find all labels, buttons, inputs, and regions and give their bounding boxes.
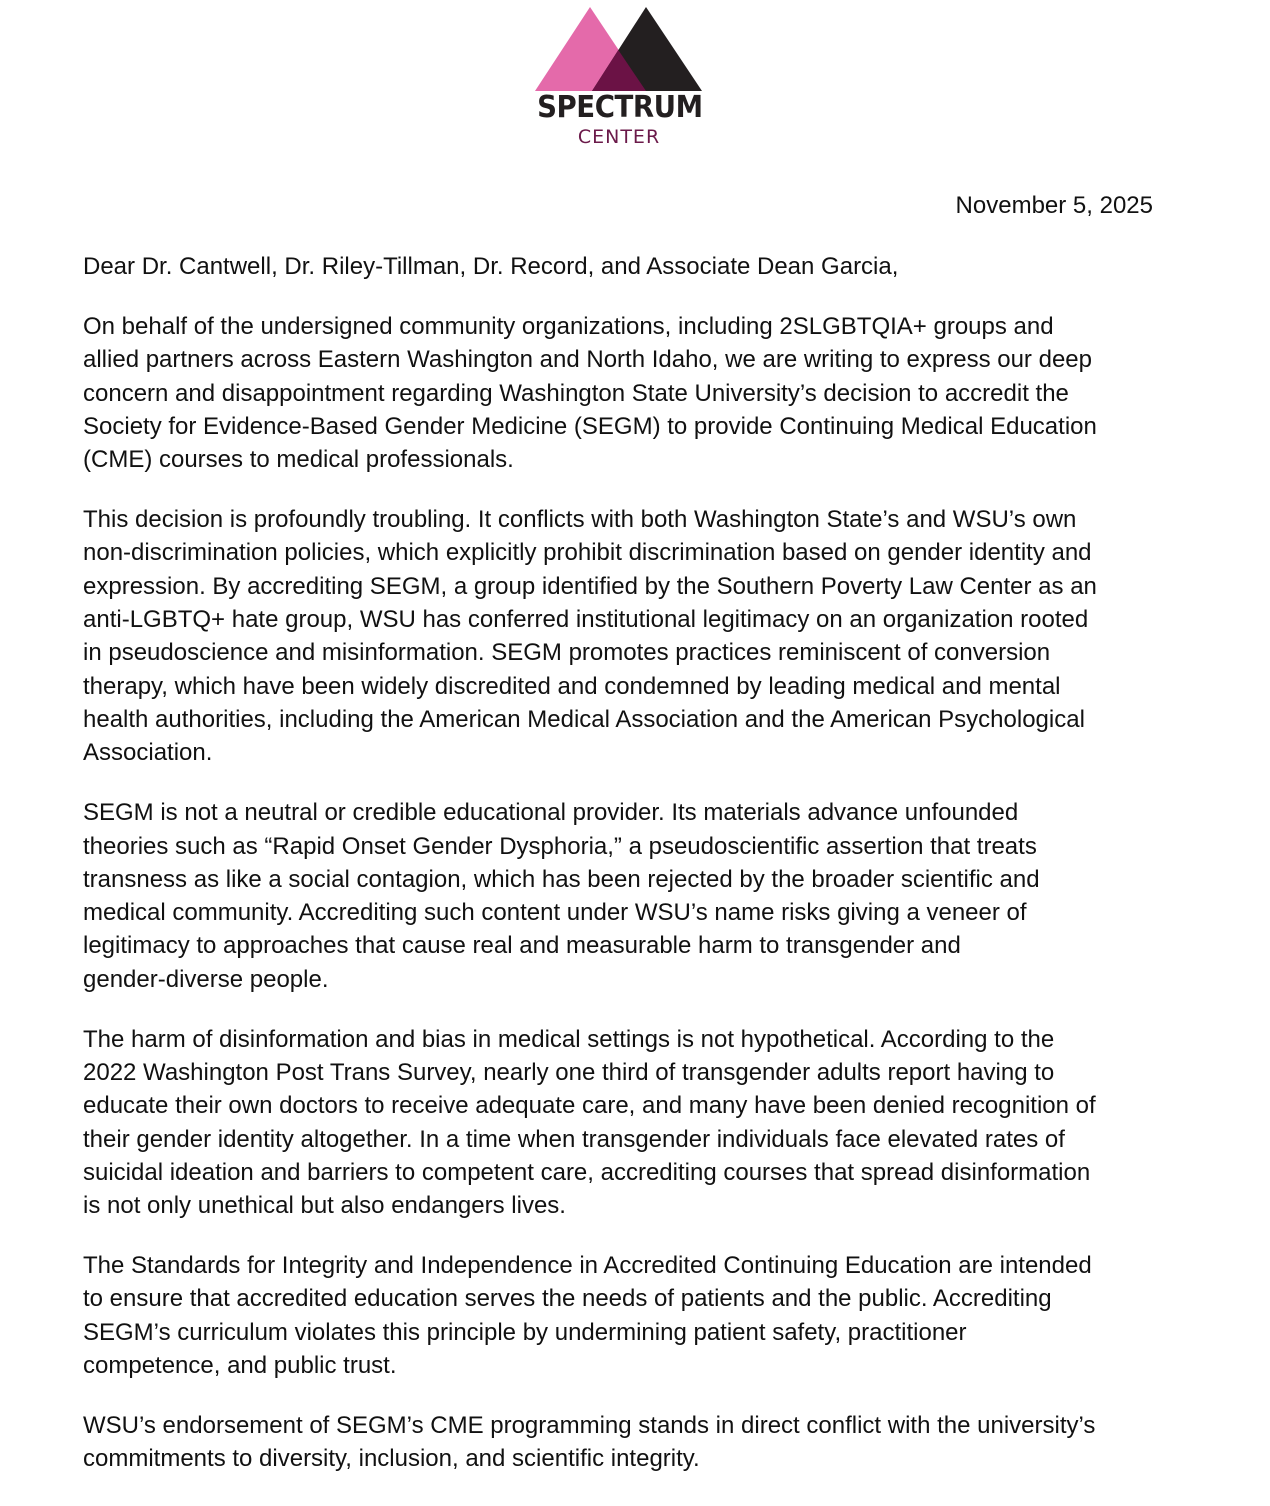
text-line: This decision is profoundly troubling. It conflicts with both Washington State’s and WSU’s own <box>83 506 1077 534</box>
text-line: On behalf of the undersigned community organizations, including 2SLGBTQIA+ groups and <box>83 312 1054 340</box>
text-line: allied partners across Eastern Washington and North Idaho, we are writing to express our deep <box>83 346 1092 374</box>
logo-title: SPECTRUM <box>537 90 703 125</box>
text-line: WSU’s endorsement of SEGM’s CME programming stands in direct conflict with the university’s <box>83 1412 1096 1440</box>
text-line: medical community. Accrediting such content under WSU’s name risks giving a veneer of <box>83 899 1027 927</box>
text-line: their gender identity altogether. In a time when transgender individuals face elevated rates of <box>83 1125 1065 1153</box>
body-paragraph <box>83 503 1203 769</box>
text-line: in pseudoscience and misinformation. SEGM promotes practices reminiscent of conversion <box>83 639 1051 667</box>
text-line: gender-diverse people. <box>83 965 329 993</box>
text-line: SEGM is not a neutral or credible educational provider. Its materials advance unfounded <box>83 799 1019 827</box>
salutation: Dear Dr. Cantwell, Dr. Riley-Tillman, Dr. Record, and Associate Dean Garcia, <box>83 253 899 280</box>
body-paragraph <box>83 310 1203 476</box>
text-line: Association. <box>83 739 213 767</box>
body-paragraph <box>83 1409 1203 1476</box>
text-line: suicidal ideation and barriers to competent care, accrediting courses that spread disinformation <box>83 1158 1091 1186</box>
text-line: therapy, which have been widely discredited and condemned by leading medical and mental <box>83 672 1061 700</box>
text-line: expression. By accrediting SEGM, a group identified by the Southern Poverty Law Center as an <box>83 572 1097 600</box>
body-paragraph <box>83 1249 1203 1382</box>
text-line: commitments to diversity, inclusion, and scientific integrity. <box>83 1445 700 1473</box>
text-line: anti-LGBTQ+ hate group, WSU has conferred institutional legitimacy on an organization rooted <box>83 606 1089 634</box>
text-line: The harm of disinformation and bias in medical settings is not hypothetical. According to the <box>83 1025 1055 1053</box>
text-line: non-discrimination policies, which explicitly prohibit discrimination based on gender identity and <box>83 539 1092 567</box>
text-line: concern and disappointment regarding Washington State University’s decision to accredit the <box>83 379 1069 407</box>
body-paragraph <box>83 796 1203 996</box>
text-line: health authorities, including the American Medical Association and the American Psychological <box>83 705 1085 733</box>
text-line: transness as like a social contagion, which has been rejected by the broader scientific and <box>83 865 1040 893</box>
text-line: legitimacy to approaches that cause real and measurable harm to transgender and <box>83 932 961 960</box>
text-line: to ensure that accredited education serves the needs of patients and the public. Accrediting <box>83 1285 1052 1313</box>
logo-subtitle: CENTER <box>577 126 661 148</box>
spectrum-center-logo <box>530 0 710 155</box>
body-paragraph <box>83 1023 1203 1223</box>
text-line: theories such as “Rapid Onset Gender Dysphoria,” a pseudoscientific assertion that treats <box>83 832 1037 860</box>
letter-date: November 5, 2025 <box>955 192 1153 219</box>
text-line: (CME) courses to medical professionals. <box>83 446 514 474</box>
text-line: SEGM’s curriculum violates this principle by undermining patient safety, practitioner <box>83 1318 967 1346</box>
text-line: competence, and public trust. <box>83 1352 397 1380</box>
text-line: is not only unethical but also endangers lives. <box>83 1192 566 1220</box>
letter-body <box>83 250 1203 1502</box>
text-line: 2022 Washington Post Trans Survey, nearly one third of transgender adults report having to <box>83 1058 1055 1086</box>
text-line: Society for Evidence-Based Gender Medicine (SEGM) to provide Continuing Medical Education <box>83 412 1097 440</box>
mountains-logo-icon <box>530 0 710 100</box>
text-line: educate their own doctors to receive adequate care, and many have been denied recognition of <box>83 1092 1096 1120</box>
text-line: The Standards for Integrity and Independence in Accredited Continuing Education are intended <box>83 1252 1092 1280</box>
